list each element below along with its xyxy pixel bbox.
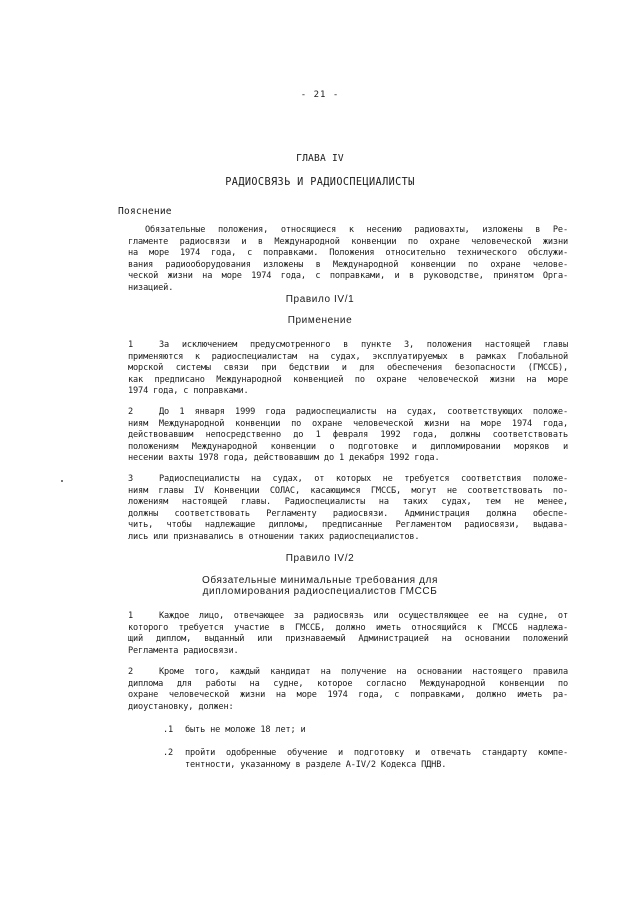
text-line: несении вахты 1978 года, действовавшим до 1 декабря 1992 года. xyxy=(128,453,440,464)
rule-2-paragraph-2 xyxy=(128,667,568,713)
text-line: тентности, указанному в разделе A-IV/2 Кодекса ПДНВ. xyxy=(185,759,447,770)
text-line: гламенте радиосвязи и в Международной конвенции по охране человеческой жизни xyxy=(128,236,568,247)
text-line: низацией. xyxy=(128,282,174,293)
paragraph-number: 1 xyxy=(128,611,134,621)
list-item-number: .1 xyxy=(163,725,174,735)
paragraph-number: 3 xyxy=(128,474,134,484)
text-line: пройти одобренные обучение и подготовку и отвечать стандарту компе- xyxy=(185,748,568,758)
text-line: лись или признавались в отношении таких радиоспециалистов. xyxy=(128,531,420,542)
rule-1-subtitle: Применение xyxy=(287,315,353,326)
text-line: Регламента радиосвязи. xyxy=(128,645,239,656)
text-line: действовавшим непосредственно до 1 февраля 1992 года, должны соответствовать xyxy=(128,430,568,441)
text-line: ческой жизни на море 1974 года, с поправками, и в руководстве, принятом Орга- xyxy=(128,271,568,282)
list-item-number: .2 xyxy=(163,748,174,758)
text-line: Радиоспециалисты на судах, от которых не требуется соответствия положе- xyxy=(159,474,568,484)
rule-2-paragraph-1 xyxy=(128,611,568,657)
text-line: диоустановку, должен: xyxy=(128,701,234,712)
rule-1-title: Правило IV/1 xyxy=(285,294,355,305)
text-line: Обязательные положения, относящиеся к несению радиовахты, изложены в Ре- xyxy=(145,225,568,235)
chapter-number: ГЛАВА IV xyxy=(296,153,344,164)
text-line: диплома для работы на судне, которое согласно Международной конвенции по xyxy=(128,678,568,689)
text-line: морской системы связи при бедствии и для обеспечения безопасности (ГМССБ), xyxy=(128,363,568,374)
text-line: применяются к радиоспециалистам на судах, эксплуатируемых в рамках Глобальной xyxy=(128,351,568,362)
text-line: ниям главы IV Конвенции СОЛАС, касающимся ГМССБ, могут не соответствовать по- xyxy=(128,485,568,496)
text-line: Каждое лицо, отвечающее за радиосвязь или осуществляющее ее на судне, от xyxy=(159,611,568,621)
scan-speck xyxy=(61,480,63,482)
rule-2-title: Правило IV/2 xyxy=(285,553,355,564)
text-line: За исключением предусмотренного в пункте 3, положения настоящей главы xyxy=(159,340,568,350)
text-line: которого требуется участие в ГМССБ, должно иметь относящийся к ГМССБ надлежа- xyxy=(128,622,568,633)
rule-1-paragraph-3 xyxy=(128,474,568,544)
note-paragraph xyxy=(128,225,568,295)
text-line: ниям Международной конвенции по охране человеческой жизни на море 1974 года, xyxy=(128,418,568,429)
chapter-title: РАДИОСВЯЗЬ И РАДИОСПЕЦИАЛИСТЫ xyxy=(225,177,415,188)
text-line: на море 1974 года, с поправками. Положения относительно технического обслужи- xyxy=(128,248,568,259)
text-line: До 1 января 1999 года радиоспециалисты на судах, соответствующих положе- xyxy=(159,407,568,417)
note-heading: Пояснение xyxy=(118,206,172,217)
text-line: щий диплом, выданный или признаваемый Администрацией на основании положений xyxy=(128,634,568,645)
list-item-text: быть не моложе 18 лет; и xyxy=(185,725,306,735)
rule-1-paragraph-2 xyxy=(128,407,568,465)
text-line: должны соответствовать Регламенту радиосвязи. Администрация должна обеспе- xyxy=(128,508,568,519)
rule-2-subtitle-line-2: дипломирования радиоспециалистов ГМССБ xyxy=(202,586,438,597)
text-line: вания радиооборудования изложены в Международной конвенции по охране челове- xyxy=(128,259,568,270)
list-item-text xyxy=(185,748,568,771)
text-line: как предписано Международной конвенцией по охране человеческой жизни на море xyxy=(128,374,568,385)
text-line: чить, чтобы надлежащие дипломы, предписанные Регламентом радиосвязи, выдава- xyxy=(128,520,568,531)
paragraph-number: 2 xyxy=(128,407,134,417)
text-line: положениям Международной конвенции о подготовке и дипломировании моряков и xyxy=(128,441,568,452)
text-line: 1974 года, с поправками. xyxy=(128,386,249,397)
rule-2-subtitle-line-1: Обязательные минимальные требования для xyxy=(202,575,438,586)
text-line: Кроме того, каждый кандидат на получение на основании настоящего правила xyxy=(159,667,568,677)
text-line: охране человеческой жизни на море 1974 года, с поправками, должно иметь ра- xyxy=(128,690,568,701)
text-line: ложениям настоящей главы. Радиоспециалисты на таких судах, тем не менее, xyxy=(128,497,568,508)
page-number: - 21 - xyxy=(300,90,340,100)
paragraph-number: 2 xyxy=(128,667,134,677)
rule-1-paragraph-1 xyxy=(128,340,568,398)
paragraph-number: 1 xyxy=(128,340,134,350)
